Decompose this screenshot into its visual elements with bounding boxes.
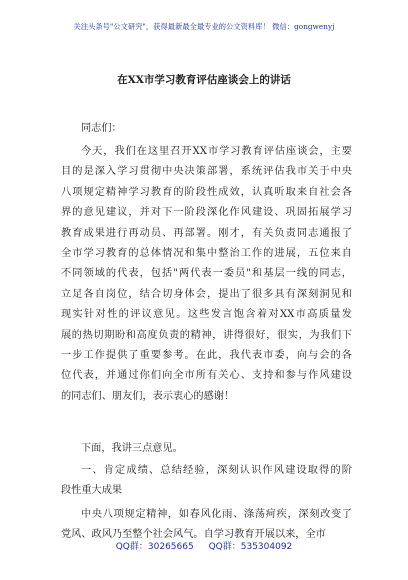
text-line: 位代表，并通过你们向全市所有关心、支持和参与作风建设 <box>61 370 352 382</box>
text-line: 中央八项规定精神，如春风化雨、涤荡疴疾，深刻改变了 <box>81 509 352 520</box>
text-line: 的同志们、朋友们，表示衷心的感谢！ <box>61 390 235 402</box>
document-title: 在XX市学习教育评估座谈会上的讲话 <box>117 74 291 86</box>
qq-group-1: QQ群：30265665 <box>115 542 194 552</box>
qq-group-2: QQ群：535304092 <box>208 542 293 552</box>
greeting: 同志们： <box>81 123 122 134</box>
text-line: 全市学习教育的总体情况和集中整治工作的进展，五位来自 <box>61 247 352 259</box>
footer-contact <box>0 539 408 552</box>
text-line: 展的热切期盼和高度负责的精神，讲得很好，很实，为我们下 <box>61 329 352 341</box>
text-line: 一步工作提供了重要参考。在此，我代表市委，向与会的各 <box>61 349 352 361</box>
paragraph-3 <box>61 461 352 502</box>
text-line: 一、肯定成绩、总结经验，深刻认识作风建设取得的阶 <box>81 465 352 476</box>
text-line: 段性重大成果 <box>61 485 123 497</box>
paragraph-2 <box>61 439 352 459</box>
text-line: 现实针对性的评议意见。这些发言饱含着对XX市高质量发 <box>61 309 352 321</box>
text-line: 不同领域的代表，包括"两代表一委员"和基层一线的同志， <box>61 268 352 280</box>
text-line: 八项规定精神学习教育的阶段性成效，认真听取来自社会各 <box>61 186 352 198</box>
text-line: 党风、政风乃至整个社会风气。自学习教育开展以来，全市 <box>61 529 326 541</box>
text-line: 界的意见建议，并对下一阶段深化作风建设、巩固拓展学习 <box>61 207 352 219</box>
text-line: 教育成果进行再动员、再部署。刚才，有关负责同志通报了 <box>61 227 352 239</box>
paragraph-1 <box>61 142 352 407</box>
text-line: 目的是深入学习贯彻中央决策部署，系统评估我市关于中央 <box>61 166 352 178</box>
text-line: 今天，我们在这里召开XX市学习教育评估座谈会，主要 <box>81 146 352 157</box>
text-line: 立足各自岗位，结合切身体会，提出了很多具有深刻洞见和 <box>61 288 352 300</box>
promo-banner: 关注头条号"公文研究"，获得最新最全最专业的公文资料库！ 微信：gongwenyj <box>73 22 335 31</box>
text-line: 下面，我讲三点意见。 <box>81 443 183 454</box>
